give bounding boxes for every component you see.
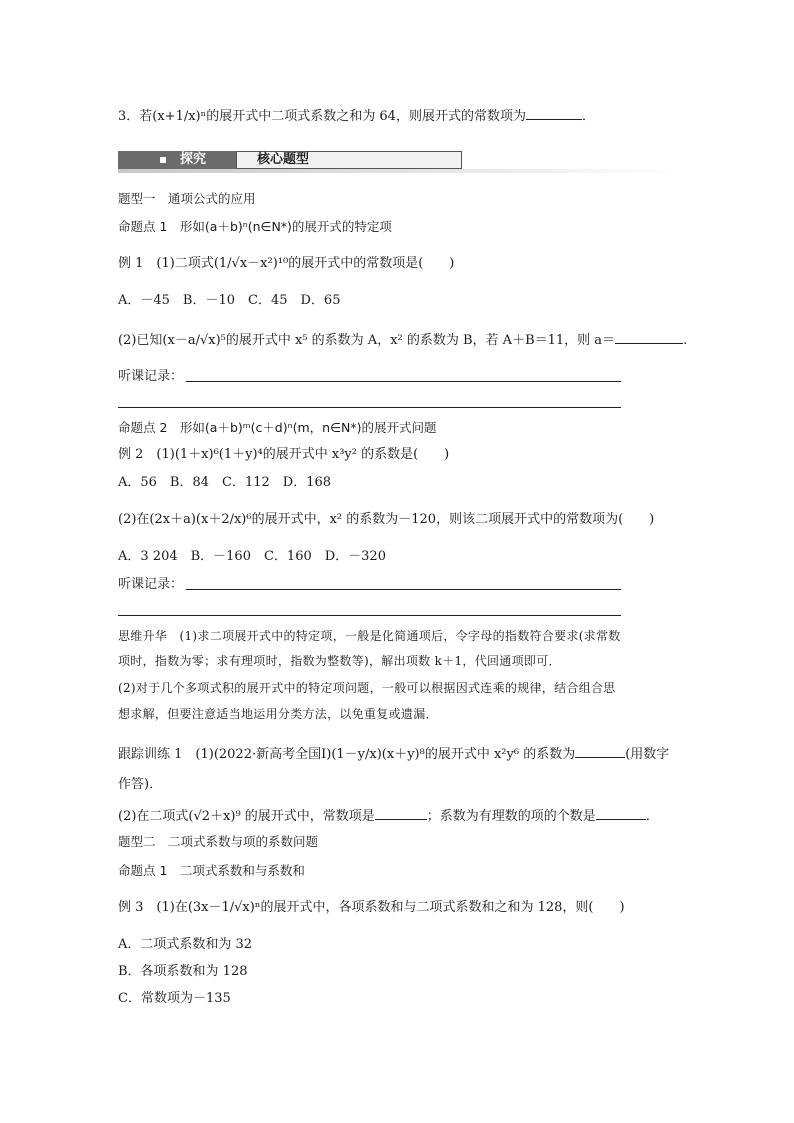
problem-3-prefix: 3．若	[118, 109, 153, 124]
example-2-part-1: 例 2 (1)(1＋x)⁶(1＋y)⁴的展开式中 x³y² 的系数是( )	[118, 447, 450, 462]
notes-line[interactable]	[118, 407, 621, 408]
tracking-exercise-2	[118, 806, 659, 826]
notes-label-1: 听课记录：	[118, 369, 184, 384]
track2-mid: ；系数为有理数的项的个数是	[426, 809, 596, 824]
choice-b: B．各项系数和为 128	[118, 964, 248, 979]
example-1-part-2	[118, 330, 687, 350]
problem-3	[118, 106, 595, 126]
ex1-1-formula: (1/√x－x²)¹⁰	[213, 256, 289, 271]
thinking-line-2: 项时，指数为零；求有理项时，指数为整数等)，解出项数 k＋1，代回通项即可．	[118, 654, 561, 668]
banner-shade	[118, 169, 678, 173]
ex2-2-prefix: (2)在(2x＋a)	[118, 512, 196, 527]
choice-a: A．二项式系数和为 32	[118, 937, 253, 952]
answer-blank[interactable]	[526, 106, 582, 120]
ex1-2-end: .	[683, 333, 688, 348]
track1-end: (用数字	[625, 747, 670, 762]
answer-blank[interactable]	[575, 744, 625, 758]
ex1-1-prefix: 例 1 (1)二项式	[118, 256, 214, 271]
example-2-part-2-choices: A．3 204 B．－160 C．160 D．－320	[118, 549, 386, 564]
type-1-title: 题型一 通项公式的应用	[118, 191, 256, 206]
type-1-point-1: 命题点 1 形如(a＋b)ⁿ(n∈N*)的展开式的特定项	[118, 219, 392, 234]
banner-label-explore: 探究	[180, 152, 207, 167]
problem-3-end: ．	[581, 109, 595, 124]
ex3-formula: (3x－1/√x)ⁿ	[187, 900, 261, 915]
notes-line[interactable]	[186, 589, 621, 590]
example-2-part-1-choices: A．56 B．84 C．112 D．168	[118, 475, 332, 490]
section-banner	[118, 151, 678, 173]
banner-box	[236, 151, 462, 169]
track1-formula: (1－y/x)(x＋y)⁸	[331, 747, 425, 762]
example-1-part-1	[118, 255, 454, 273]
thinking-line-4: 想求解，但要注意适当地运用分类方法，以免重复或遗漏．	[118, 707, 438, 721]
example-1-choices: A．－45 B．－10 C．45 D．65	[118, 293, 341, 308]
track2-end: ．	[645, 809, 659, 824]
track1-text: 的展开式中 x²y⁶ 的系数为	[424, 747, 576, 762]
thinking-line-3: (2)对于几个多项式积的展开式中的特定项问题，一般可以根据因式连乘的规律，结合组合思	[118, 681, 616, 695]
ex1-2-prefix: (2)已知	[118, 333, 163, 348]
tracking-exercise-1-cont: 作答)．	[118, 777, 163, 792]
type-1-point-2: 命题点 2 形如(a＋b)ᵐ(c＋d)ⁿ(m，n∈N*)的展开式问题	[118, 420, 437, 435]
ex1-1-text: 的展开式中的常数项是( )	[288, 256, 455, 271]
problem-3-text: 的展开式中二项式系数之和为 64，则展开式的常数项为	[206, 109, 526, 124]
ex1-2-text: 的展开式中 x⁵ 的系数为 A，x² 的系数为 B，若 A＋B＝11，则 a＝	[225, 333, 616, 348]
notes-label-2: 听课记录：	[118, 577, 184, 592]
type-2-point-1: 命题点 1 二项式系数和与系数和	[118, 863, 305, 878]
example-3	[118, 899, 625, 917]
answer-blank[interactable]	[596, 806, 646, 820]
answer-blank[interactable]	[615, 330, 683, 344]
track1-prefix: 跟踪训练 1 (1)(2022·新高考全国Ⅰ)	[118, 747, 332, 762]
notes-line[interactable]	[186, 381, 621, 382]
tracking-exercise-1	[118, 744, 669, 764]
ex3-text: 的展开式中，各项系数和与二项式系数和之和为 128，则( )	[260, 900, 625, 915]
banner-label-core: 核心题型	[257, 152, 310, 167]
type-2-title: 题型二 二项式系数与项的系数问题	[118, 834, 319, 849]
ex2-2-formula: (x＋2/x)⁶	[195, 512, 252, 527]
thinking-line-1: 思维升华 (1)求二项展开式中的特定项，一般是化简通项后，令字母的指数符合要求(求常数	[118, 629, 621, 643]
problem-3-formula: (x+1/x)ⁿ	[152, 109, 207, 124]
track2-prefix: (2)在二项式(√2＋x)⁹ 的展开式中，常数项是	[118, 809, 375, 824]
example-2-part-2	[118, 511, 654, 529]
ex3-prefix: 例 3 (1)在	[118, 900, 188, 915]
ex2-2-text: 的展开式中，x² 的系数为－120，则该二项展开式中的常数项为( )	[251, 512, 655, 527]
choice-c: C．常数项为－135	[118, 991, 231, 1006]
answer-blank[interactable]	[375, 806, 427, 820]
banner-dark-bar	[118, 151, 236, 169]
square-bullet-icon	[160, 157, 166, 163]
ex1-2-formula: (x－a/√x)⁵	[162, 333, 226, 348]
notes-line[interactable]	[118, 615, 621, 616]
